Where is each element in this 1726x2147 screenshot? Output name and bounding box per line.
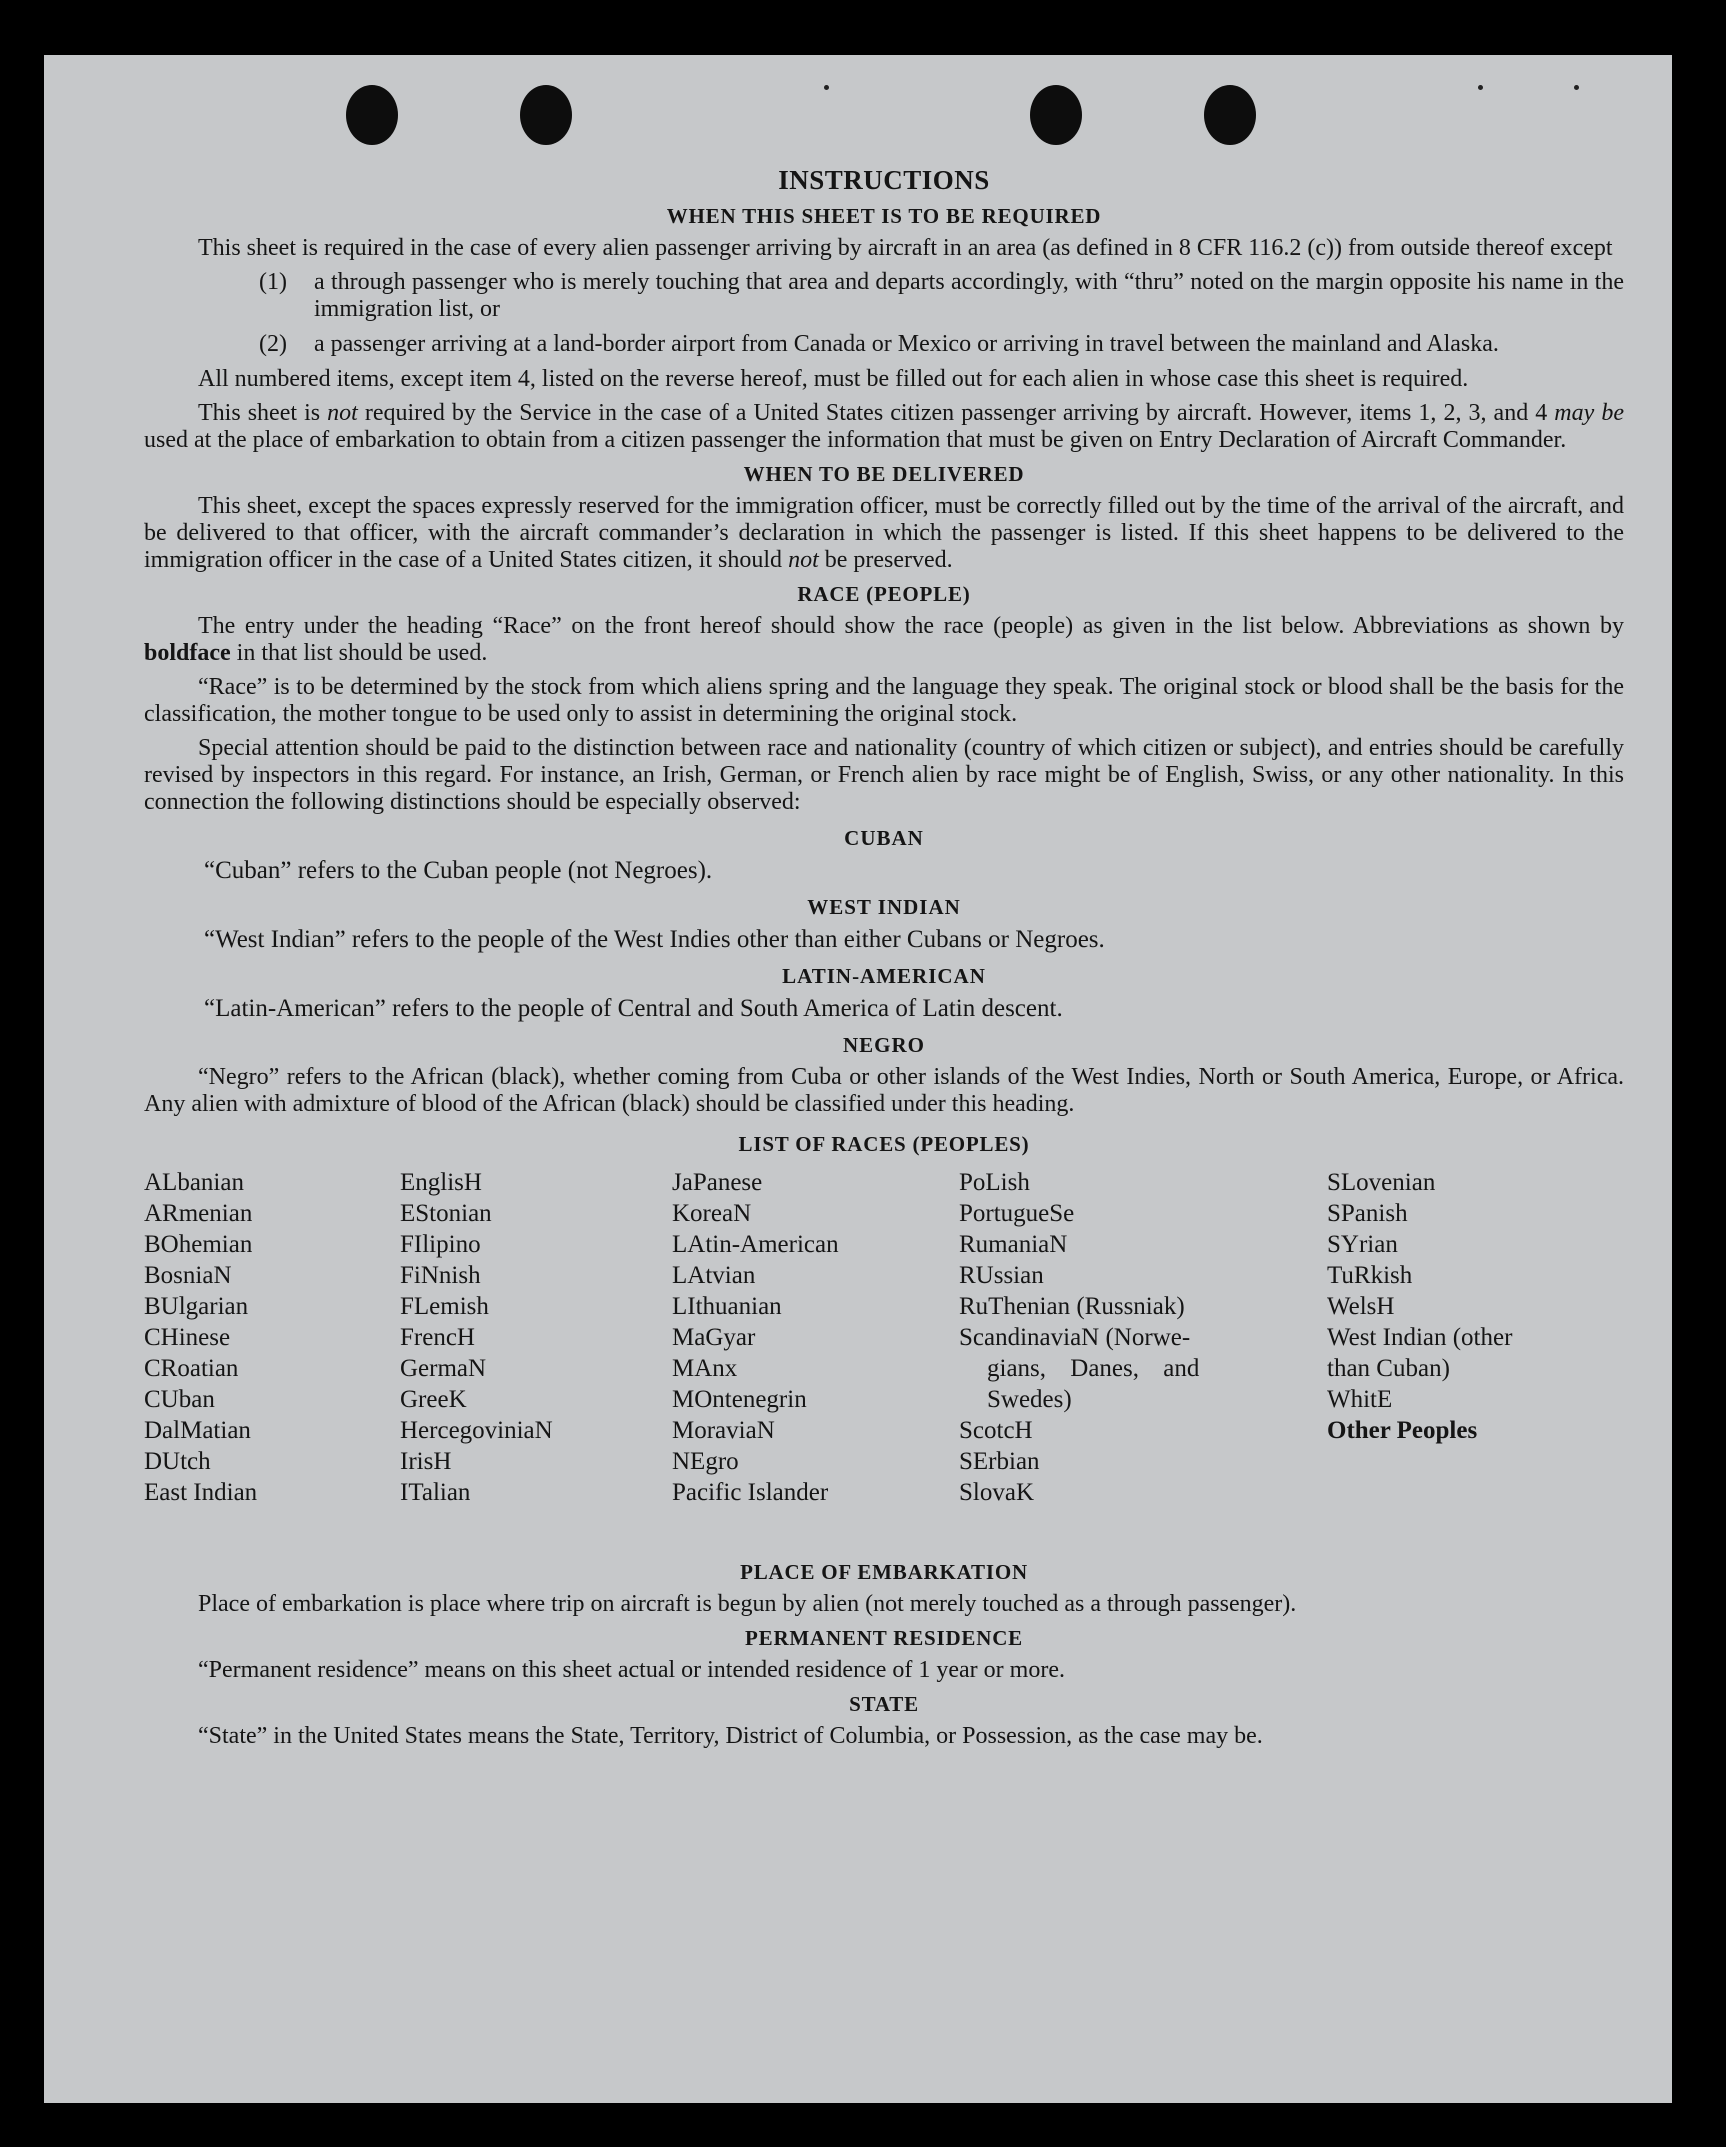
item-number: (1): [259, 269, 287, 295]
race-entry: PoLish: [959, 1169, 1030, 1196]
section-heading: LATIN-AMERICAN: [782, 964, 986, 988]
races-column: [144, 1167, 257, 1508]
definition: “Cuban” refers to the Cuban people (not Negroes).: [204, 857, 713, 884]
text-run: This sheet, except the spaces expressly reserved for the immigration officer, must be correctly filled out by the time of the arrival of the aircraft, and be delivered to that officer, with the aircraft commander’s declaration in which the passenger is listed. If this sheet happens to be delivered to the immigration officer in the case of a United States citizen, it should: [144, 493, 1624, 573]
text-run: be preserved.: [818, 547, 953, 573]
race-entry: SLovenian: [1327, 1169, 1436, 1196]
race-entry: RuThenian (Russniak): [959, 1293, 1185, 1320]
race-entry: EnglisH: [400, 1169, 482, 1196]
race-entry: WhitE: [1327, 1386, 1393, 1413]
race-entry: TuRkish: [1327, 1262, 1413, 1289]
race-entry: FIlipino: [400, 1231, 481, 1258]
paragraph: “Race” is to be determined by the stock from which aliens spring and the language they speak. The original stock or blood shall be the basis for the classification, the mother tongue to be used only to assist in determining the original stock.: [144, 674, 1624, 727]
race-entry: WelsH: [1327, 1293, 1395, 1320]
emphasis: not: [788, 547, 819, 573]
text-run: The entry under the heading “Race” on the front hereof should show the race (people) as given in the list below. Abbreviations as shown by: [198, 613, 1624, 639]
text-run: used at the place of embarkation to obtain from a citizen passenger the information that must be given on Entry Declaration of Aircraft Commander.: [144, 427, 1567, 453]
section-heading: PERMANENT RESIDENCE: [745, 1626, 1023, 1650]
race-entry: KoreaN: [672, 1200, 752, 1227]
paragraph: [144, 400, 1624, 454]
race-entry: Other Peoples: [1327, 1417, 1478, 1444]
race-entry: MOntenegrin: [672, 1386, 807, 1413]
race-entry: BOhemian: [144, 1231, 253, 1258]
race-entry: EStonian: [400, 1200, 492, 1227]
item-text: a through passenger who is merely touching that area and departs accordingly, with “thru” noted on the margin opposite his name in the immigration list, or: [314, 269, 1624, 322]
section-heading: WHEN THIS SHEET IS TO BE REQUIRED: [666, 204, 1102, 228]
race-entry: GreeK: [400, 1386, 467, 1413]
section-heading: CUBAN: [844, 826, 924, 850]
list-item: [259, 331, 1624, 358]
paragraph: “State” in the United States means the State, Territory, District of Columbia, or Possession, as the case may be.: [198, 1723, 1263, 1749]
section-heading: PLACE OF EMBARKATION: [740, 1560, 1028, 1584]
race-entry: MAnx: [672, 1355, 738, 1382]
race-entry: ScotcH: [959, 1417, 1033, 1444]
race-entry: NEgro: [672, 1448, 739, 1475]
paragraph: “Negro” refers to the African (black), whether coming from Cuba or other islands of the West Indies, North or South America, Europe, or Africa. Any alien with admixture of blood of the African (black) should be classified under this heading.: [144, 1064, 1624, 1117]
race-entry: SErbian: [959, 1448, 1040, 1475]
race-entry: RumaniaN: [959, 1231, 1068, 1258]
race-entry: RUssian: [959, 1262, 1044, 1289]
race-entry: ScandinaviaN (Norwe-: [959, 1324, 1191, 1351]
definition: “West Indian” refers to the people of the West Indies other than either Cubans or Negroes.: [204, 926, 1105, 953]
race-entry: LAtin-American: [672, 1231, 839, 1258]
bold-word: boldface: [144, 640, 231, 666]
race-entry: MaGyar: [672, 1324, 756, 1351]
race-entry: ALbanian: [144, 1169, 244, 1196]
list-item: [259, 269, 1624, 323]
race-entry-continued: gians, Danes, and: [987, 1355, 1200, 1382]
section-heading: RACE (PEOPLE): [797, 582, 971, 606]
race-entry: ITalian: [400, 1479, 471, 1506]
race-entry: MoraviaN: [672, 1417, 775, 1444]
speck: [824, 85, 829, 90]
item-number: (2): [259, 331, 287, 357]
race-entry: East Indian: [144, 1479, 258, 1506]
races-list: [144, 1167, 1624, 1552]
paragraph: Special attention should be paid to the distinction between race and nationality (country of which citizen or subject), and entries should be carefully revised by inspectors in this regard. For instance, an Irish, German, or French alien by race might be of English, Swiss, or any other nationality. In this connection the following distinctions should be especially observed:: [144, 735, 1624, 815]
race-entry: HercegoviniaN: [400, 1417, 553, 1444]
page-title: INSTRUCTIONS: [778, 165, 990, 195]
races-column: [959, 1167, 1199, 1508]
race-entry: DUtch: [144, 1448, 211, 1475]
race-entry: Pacific Islander: [672, 1479, 829, 1506]
race-entry-continued: Swedes): [987, 1386, 1072, 1413]
paragraph: Place of embarkation is place where trip on aircraft is begun by alien (not merely touched as a through passenger).: [198, 1591, 1297, 1617]
paragraph: All numbered items, except item 4, listed on the reverse hereof, must be filled out for each alien in whose case this sheet is required.: [198, 366, 1469, 392]
text-run: in that list should be used.: [230, 640, 488, 666]
race-entry: CUban: [144, 1386, 215, 1413]
race-entry: JaPanese: [672, 1169, 763, 1196]
speck: [1574, 85, 1579, 90]
paragraph: This sheet is required in the case of every alien passenger arriving by aircraft in an area (as defined in 8 CFR 116.2 (c)) from outside thereof except: [198, 235, 1613, 261]
race-entry: SPanish: [1327, 1200, 1408, 1227]
race-entry: ARmenian: [144, 1200, 253, 1227]
race-entry: GermaN: [400, 1355, 487, 1382]
race-entry-continued: than Cuban): [1327, 1355, 1450, 1382]
race-entry: SlovaK: [959, 1479, 1034, 1506]
emphasis: not: [327, 400, 358, 426]
race-entry: West Indian (other: [1327, 1324, 1513, 1351]
text-run: required by the Service in the case of a United States citizen passenger arriving by aircraft. However, items 1, 2, 3, and 4: [357, 400, 1555, 426]
definition: “Latin-American” refers to the people of Central and South America of Latin descent.: [204, 995, 1063, 1022]
section-heading: WHEN TO BE DELIVERED: [743, 462, 1025, 486]
race-entry: CHinese: [144, 1324, 231, 1351]
race-entry: LIthuanian: [672, 1293, 782, 1320]
race-entry: FiNnish: [400, 1262, 481, 1289]
section-heading: WEST INDIAN: [807, 895, 961, 919]
speck: [1478, 85, 1483, 90]
races-column: [1327, 1167, 1512, 1446]
race-entry: PortugueSe: [959, 1200, 1075, 1227]
race-entry: BUlgarian: [144, 1293, 249, 1320]
races-column: [400, 1167, 553, 1508]
section-heading: LIST OF RACES (PEOPLES): [738, 1132, 1030, 1156]
race-entry: FrencH: [400, 1324, 475, 1351]
paragraph: [144, 493, 1624, 574]
document-page: [44, 55, 1672, 2103]
text-run: This sheet is: [198, 400, 328, 426]
race-entry: SYrian: [1327, 1231, 1398, 1258]
race-entry: FLemish: [400, 1293, 489, 1320]
item-text: a passenger arriving at a land-border airport from Canada or Mexico or arriving in travel between the mainland and Alaska.: [314, 331, 1499, 357]
section-heading: NEGRO: [842, 1033, 925, 1057]
section-heading: STATE: [849, 1692, 919, 1716]
paragraph: [144, 613, 1624, 667]
instructions-content: [144, 109, 1624, 1757]
race-entry: IrisH: [400, 1448, 452, 1475]
races-column: [672, 1167, 839, 1508]
race-entry: DalMatian: [144, 1417, 251, 1444]
race-entry: BosniaN: [144, 1262, 232, 1289]
race-entry: LAtvian: [672, 1262, 756, 1289]
paragraph: “Permanent residence” means on this sheet actual or intended residence of 1 year or more.: [198, 1657, 1065, 1683]
race-entry: CRoatian: [144, 1355, 239, 1382]
emphasis: may be: [1554, 400, 1624, 426]
